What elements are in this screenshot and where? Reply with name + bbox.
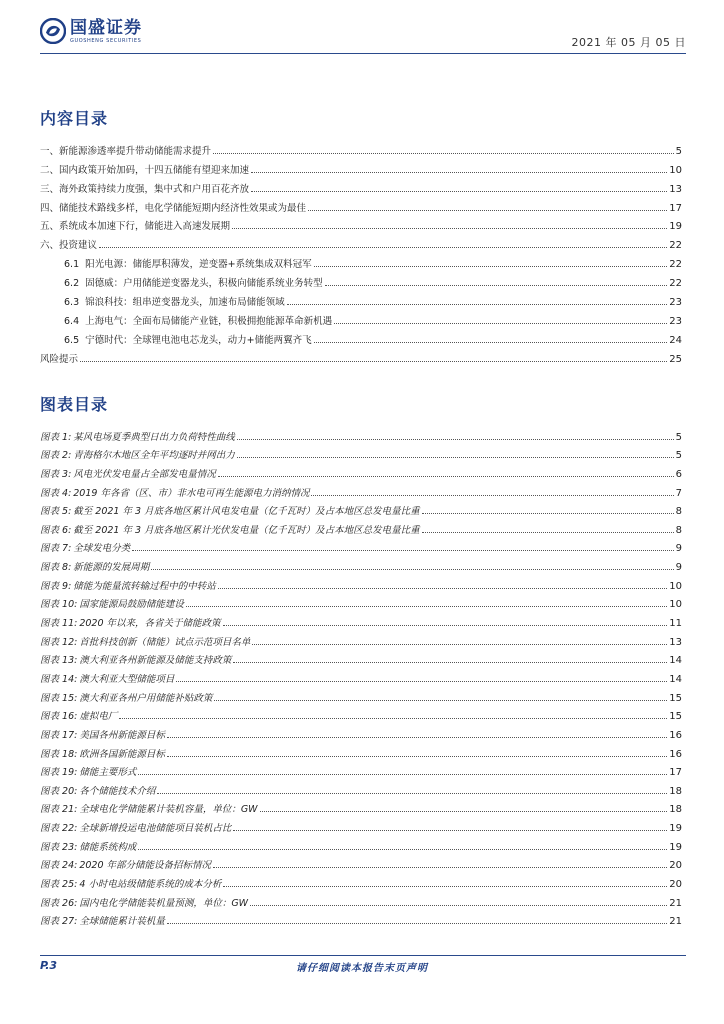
toc-entry[interactable] [40,871,682,890]
entry-page-number: 21 [669,916,682,928]
toc-entry[interactable] [40,232,682,251]
figure-title: 全球储能累计装机量 [79,916,165,928]
entry-page-number: 14 [669,673,682,685]
figure-label: 图表 20: [40,785,78,797]
entry-page-number: 16 [669,748,682,760]
toc-entry[interactable] [40,685,682,704]
entry-number: 6.3 [64,297,80,309]
entry-page-number: 24 [669,334,682,346]
dot-leader [251,191,667,192]
dot-leader [311,495,673,496]
dot-leader [422,532,674,533]
toc-entry[interactable] [40,629,682,648]
dot-leader [213,153,674,154]
entry-page-number: 9 [675,543,682,555]
entry-page-number: 25 [669,353,682,365]
dot-leader [260,811,668,812]
entry-title: 阳光电源：储能厚积薄发，逆变器+系统集成双料冠军 [85,259,312,271]
figure-title: 青海格尔木地区全年平均逐时并网出力 [73,450,235,462]
figure-label: 图表 12: [40,636,78,648]
figure-title: 储能主要形式 [79,767,137,779]
entry-page-number: 11 [669,618,682,630]
figure-title: 澳大利亚各州新能源及储能支持政策 [79,655,232,667]
dot-leader [237,439,674,440]
company-logo [40,18,142,52]
figure-title: 2020 年部分储能设备招标情况 [79,860,212,872]
figure-label: 图表 17: [40,729,78,741]
page-header [0,0,724,50]
entry-page-number: 19 [669,823,682,835]
toc-entry[interactable] [40,308,682,327]
figure-title: 国内电化学储能装机量预测，单位：GW [79,897,249,909]
entry-page-number: 21 [669,897,682,909]
toc-entry[interactable] [40,157,682,176]
dot-leader [237,457,674,458]
toc-entry[interactable] [40,176,682,195]
figure-title: 某风电场夏季典型日出力负荷特性曲线 [73,431,235,443]
figure-title: 储能系统构成 [79,841,137,853]
toc-entry[interactable] [40,592,682,611]
entry-page-number: 20 [669,860,682,872]
entry-page-number: 22 [669,278,682,290]
toc-entry[interactable] [40,573,682,592]
entry-number: 6.2 [64,278,80,290]
figure-title: 澳大利亚各州户用储能补贴政策 [79,692,213,704]
report-date: 2021 年 05 月 05 日 [571,36,686,49]
toc-entry[interactable] [40,648,682,667]
dot-leader [251,172,667,173]
toc-entry[interactable] [40,536,682,555]
toc-entry[interactable] [40,778,682,797]
entry-title: 上海电气：全面布局储能产业链，积极拥抱能源革命新机遇 [85,315,333,327]
dot-leader [218,588,667,589]
dot-leader [99,247,667,248]
toc-entry[interactable] [40,815,682,834]
entry-page-number: 23 [669,297,682,309]
figures-list [40,424,682,927]
toc-entry[interactable] [40,797,682,816]
entry-page-number: 8 [675,506,682,518]
footer-divider [40,955,686,956]
company-name: 国盛证券 [70,18,142,38]
toc-entry[interactable] [40,517,682,536]
entry-title: 一、新能源渗透率提升带动储能需求提升 [40,145,212,157]
dot-leader [167,756,667,757]
dot-leader [250,905,667,906]
figure-label: 图表 6: [40,524,72,536]
toc-list [40,138,682,365]
figure-label: 图表 22: [40,823,78,835]
dot-leader [157,793,667,794]
toc-entry[interactable] [40,853,682,872]
dot-leader [325,285,668,286]
entry-page-number: 5 [675,145,682,157]
figure-title: 首批科技创新（储能）试点示范项目名单 [79,636,251,648]
dot-leader [218,476,674,477]
figure-title: 截至 2021 年 3 月底各地区累计光伏发电量（亿千瓦时）及占本地区总发电量比重 [73,524,420,536]
figure-label: 图表 13: [40,655,78,667]
dot-leader [223,625,668,626]
figure-title: 欧洲各国新能源目标 [79,748,165,760]
figure-title: 2020 年以来，各省关于储能政策 [79,618,221,630]
figure-title: 全球发电分类 [73,543,131,555]
figure-label: 图表 7: [40,543,72,555]
entry-title: 六、投资建议 [40,240,98,252]
dot-leader [138,774,667,775]
figure-title: 储能为能量流转输过程中的中转站 [73,580,216,592]
dot-leader [176,681,667,682]
figure-title: 截至 2021 年 3 月底各地区累计风电发电量（亿千瓦时）及占本地区总发电量比重 [73,506,420,518]
figure-label: 图表 3: [40,468,72,480]
figure-title: 2019 年各省（区、市）非水电可再生能源电力消纳情况 [73,487,310,499]
dot-leader [119,718,667,719]
figure-title: 虚拟电厂 [79,711,118,723]
figure-title: 美国各州新能源目标 [79,729,165,741]
toc-entry[interactable] [40,666,682,685]
toc-entry[interactable] [40,760,682,779]
toc-entry[interactable] [40,327,682,346]
figure-label: 图表 11: [40,618,78,630]
toc-entry[interactable] [40,424,682,443]
figure-label: 图表 19: [40,767,78,779]
figure-label: 图表 15: [40,692,78,704]
entry-page-number: 13 [669,636,682,648]
entry-page-number: 18 [669,804,682,816]
entry-page-number: 13 [669,183,682,195]
toc-entry[interactable] [40,461,682,480]
entry-page-number: 15 [669,711,682,723]
dot-leader [167,923,667,924]
footer-disclaimer: 请仔细阅读本报告末页声明 [296,963,428,974]
figure-label: 图表 21: [40,804,78,816]
entry-page-number: 19 [669,221,682,233]
figure-title: 4 小时电站级储能系统的成本分析 [79,879,222,891]
figure-label: 图表 26: [40,897,78,909]
figure-label: 图表 25: [40,879,78,891]
toc-entry[interactable] [40,480,682,499]
dot-leader [167,737,667,738]
toc-entry[interactable] [40,909,682,928]
toc-entry[interactable] [40,610,682,629]
entry-title: 宁德时代：全球锂电池电芯龙头，动力+储能两翼齐飞 [85,334,312,346]
figure-label: 图表 18: [40,748,78,760]
entry-page-number: 19 [669,841,682,853]
figure-label: 图表 24: [40,860,78,872]
entry-page-number: 10 [669,580,682,592]
dot-leader [223,886,667,887]
figure-title: 全球新增投运电池储能项目装机占比 [79,823,232,835]
entry-page-number: 22 [669,240,682,252]
figure-label: 图表 5: [40,506,72,518]
figure-title: 澳大利亚大型储能项目 [79,673,175,685]
figure-label: 图表 27: [40,916,78,928]
figure-label: 图表 14: [40,673,78,685]
entry-number: 6.5 [64,334,80,346]
figure-label: 图表 2: [40,450,72,462]
entry-title: 风险提示 [40,353,79,365]
figure-label: 图表 16: [40,711,78,723]
toc-entry[interactable] [40,499,682,518]
entry-page-number: 5 [675,431,682,443]
entry-title: 固德威：户用储能逆变器龙头，积极向储能系统业务转型 [85,278,323,290]
dot-leader [80,361,667,362]
figure-title: 各个储能技术介绍 [79,785,156,797]
dot-leader [314,266,668,267]
dot-leader [334,323,667,324]
entry-number: 6.4 [64,315,80,327]
entry-page-number: 10 [669,164,682,176]
dot-leader [138,849,667,850]
figure-title: 国家能源局鼓励储能建设 [79,599,184,611]
figure-label: 图表 4: [40,487,72,499]
toc-entry[interactable] [40,704,682,723]
toc-entry[interactable] [40,741,682,760]
entry-page-number: 17 [669,202,682,214]
entry-page-number: 7 [675,487,682,499]
dot-leader [232,228,667,229]
toc-entry[interactable] [40,289,682,308]
toc-entry[interactable] [40,138,682,157]
entry-page-number: 18 [669,785,682,797]
dot-leader [233,830,667,831]
dot-leader [132,550,673,551]
entry-page-number: 6 [675,468,682,480]
dot-leader [213,867,667,868]
entry-page-number: 20 [669,879,682,891]
toc-entry[interactable] [40,195,682,214]
entry-page-number: 9 [675,562,682,574]
dot-leader [186,606,667,607]
entry-page-number: 17 [669,767,682,779]
toc-entry[interactable] [40,214,682,233]
entry-title: 三、海外政策持续力度强，集中式和户用百花齐放 [40,183,250,195]
entry-page-number: 8 [675,524,682,536]
entry-title: 五、系统成本加速下行，储能进入高速发展期 [40,221,231,233]
entry-page-number: 16 [669,729,682,741]
dot-leader [233,662,667,663]
figure-label: 图表 23: [40,841,78,853]
entry-page-number: 5 [675,450,682,462]
dot-leader [151,569,673,570]
page-number: P.3 [40,959,58,972]
toc-entry[interactable] [40,890,682,909]
entry-page-number: 15 [669,692,682,704]
entry-number: 6.1 [64,259,80,271]
figure-label: 图表 9: [40,580,72,592]
dot-leader [308,210,667,211]
figure-label: 图表 1: [40,431,72,443]
logo-mark-icon [40,18,66,44]
company-subtitle: GUOSHENG SECURITIES [70,38,142,44]
figures-title: 图表目录 [40,395,109,414]
dot-leader [314,342,668,343]
toc-entry[interactable] [40,270,682,289]
header-divider [40,53,686,54]
figure-title: 新能源的发展周期 [73,562,150,574]
toc-entry[interactable] [40,346,682,365]
toc-entry[interactable] [40,722,682,741]
toc-entry[interactable] [40,443,682,462]
toc-entry[interactable] [40,251,682,270]
entry-page-number: 23 [669,315,682,327]
entry-title: 锦浪科技：组串逆变器龙头，加速布局储能领域 [85,297,285,309]
entry-page-number: 10 [669,599,682,611]
figure-title: 风电光伏发电量占全部发电量情况 [73,468,216,480]
dot-leader [422,513,674,514]
dot-leader [252,644,667,645]
toc-entry[interactable] [40,554,682,573]
entry-page-number: 22 [669,259,682,271]
toc-entry[interactable] [40,834,682,853]
entry-title: 二、国内政策开始加码，十四五储能有望迎来加速 [40,164,250,176]
dot-leader [214,700,667,701]
figure-title: 全球电化学储能累计装机容量，单位：GW [79,804,258,816]
entry-page-number: 14 [669,655,682,667]
toc-title: 内容目录 [40,109,109,128]
figure-label: 图表 10: [40,599,78,611]
figure-label: 图表 8: [40,562,72,574]
dot-leader [287,304,668,305]
entry-title: 四、储能技术路线多样，电化学储能短期内经济性效果或为最佳 [40,202,307,214]
